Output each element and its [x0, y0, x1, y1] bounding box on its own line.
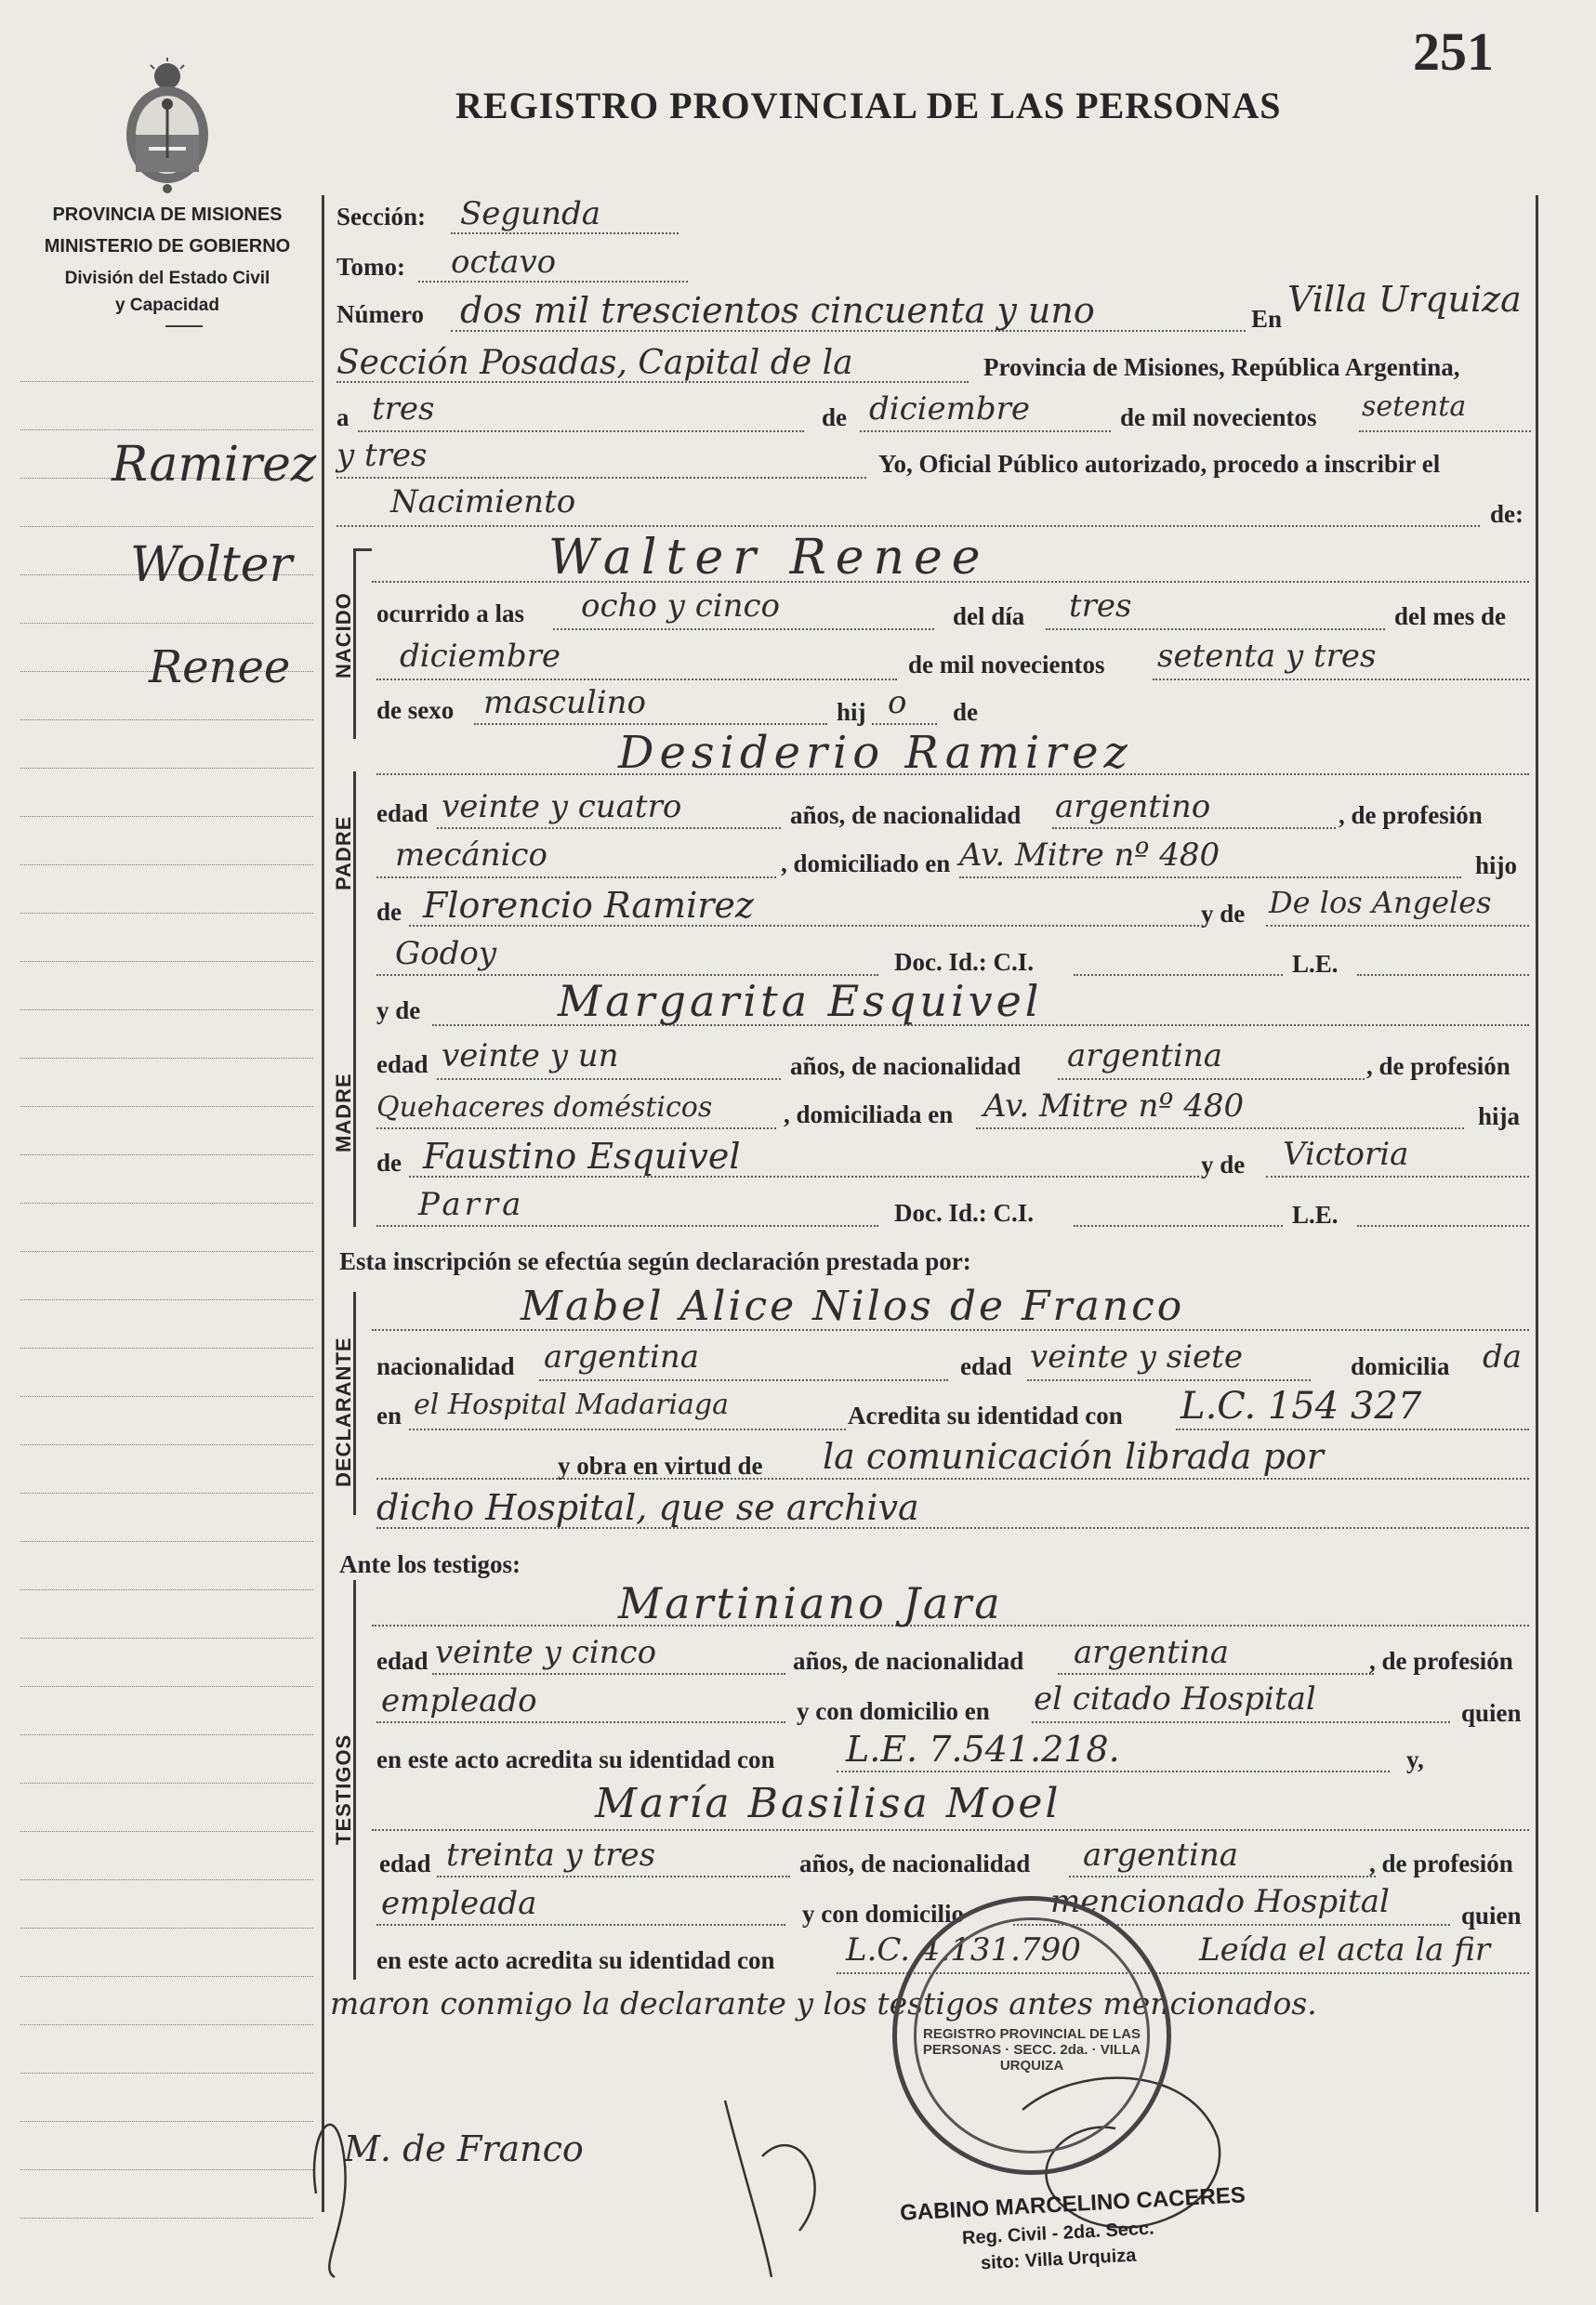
- page-title: REGISTRO PROVINCIAL DE LAS PERSONAS: [455, 85, 1282, 126]
- sidebar-rule-line: [20, 768, 313, 769]
- padre-name: Desiderio Ramirez: [618, 727, 1133, 779]
- padre-prof: mecánico: [395, 836, 547, 874]
- declarante-name: Mabel Alice Nilos de Franco: [521, 1283, 1185, 1330]
- year-label: de mil novecientos: [1120, 403, 1317, 431]
- declarante-dom: da: [1483, 1338, 1523, 1376]
- sidebar-rule-line: [20, 719, 313, 720]
- t1-edad-label: edad: [376, 1647, 429, 1675]
- t2-nac: argentina: [1083, 1837, 1239, 1874]
- hij-value: o: [888, 684, 907, 721]
- madre-prof: Quehaceres domésticos: [376, 1091, 713, 1124]
- declarante-nac-label: nacionalidad: [376, 1352, 515, 1380]
- nacido-year-value: setenta y tres: [1157, 638, 1377, 675]
- seccion-label: Sección:: [336, 203, 426, 230]
- sidebar-rule-line: [20, 1058, 313, 1059]
- mes-value: diciembre: [400, 638, 561, 675]
- t2-dom: mencionado Hospital: [1050, 1883, 1390, 1920]
- closing-text: maron conmigo la declarante y los testigos antes mencionados.: [330, 1985, 1317, 2022]
- t2-nac-label: años, de nacionalidad: [799, 1850, 1031, 1877]
- t1-nac: argentina: [1074, 1634, 1230, 1671]
- year-value2: y tres: [336, 437, 428, 474]
- right-border: [1536, 195, 1538, 2212]
- padre-de-label: de: [376, 898, 402, 926]
- sidebar-rule-line: [20, 1831, 313, 1832]
- nacido-name: Walter Renee: [548, 530, 990, 586]
- sidebar-rule-line: [20, 1928, 313, 1929]
- provincia-text: Provincia de Misiones, República Argentina,: [983, 353, 1460, 381]
- sidebar-rule-line: [20, 1348, 313, 1349]
- nacido-year-label: de mil novecientos: [908, 651, 1105, 678]
- t2-quien: quien: [1461, 1902, 1522, 1930]
- sidebar-rule-line: [20, 1638, 313, 1639]
- t2-name: María Basilisa Moel: [595, 1780, 1062, 1827]
- madre-hija-label: hija: [1478, 1102, 1521, 1130]
- t1-prof: empleado: [381, 1682, 537, 1719]
- sidebar-rule-line: [20, 381, 313, 382]
- month-value: diciembre: [869, 390, 1031, 428]
- sidebar-rule-line: [20, 2218, 313, 2219]
- t1-acredita: L.E. 7.541.218.: [846, 1729, 1120, 1770]
- t2-acredita: L.C. 4.131.790: [846, 1931, 1081, 1969]
- declarante-acredita-label: Acredita su identidad con: [848, 1402, 1123, 1429]
- t1-name: Martiniano Jara: [618, 1578, 1003, 1628]
- padre-edad-label: edad: [376, 799, 429, 827]
- sidebar-division: División del Estado Civil: [64, 269, 270, 288]
- sidebar-capacidad: y Capacidad: [115, 296, 219, 315]
- nacido-label: NACIDO: [332, 592, 355, 678]
- tomo-label: Tomo:: [336, 253, 406, 281]
- margin-surname: Ramirez: [112, 437, 317, 493]
- sidebar-rule-line: [20, 1203, 313, 1204]
- padre-prof-label: , de profesión: [1339, 801, 1483, 829]
- padre-hijo-label: hijo: [1475, 851, 1518, 879]
- sidebar-rule-line: [20, 1589, 313, 1590]
- madre-name: Margarita Esquivel: [558, 976, 1043, 1026]
- declarante-label: DECLARANTE: [332, 1337, 355, 1487]
- sidebar-rule-line: [20, 2024, 313, 2025]
- coat-of-arms-icon: [112, 56, 223, 195]
- testigos-label: TESTIGOS: [332, 1733, 355, 1845]
- sidebar-rule-line: [20, 1783, 313, 1784]
- padre-label: PADRE: [332, 815, 355, 890]
- t2-tail: Leída el acta la fir: [1199, 1931, 1491, 1969]
- sidebar-rule-line: [20, 1976, 313, 1977]
- padre-father: Florencio Ramirez: [423, 885, 754, 926]
- hora-value: ocho y cinco: [581, 587, 781, 625]
- t2-edad-label: edad: [379, 1850, 431, 1877]
- sidebar-rule-line: [20, 1106, 313, 1107]
- padre-mother: De los Angeles: [1269, 885, 1492, 920]
- declarante-obra-label: y obra en virtud de: [558, 1452, 763, 1480]
- padre-le-label: L.E.: [1292, 950, 1339, 978]
- nacido-bracket-top: [353, 548, 372, 551]
- signature-declarante: M. de Franco: [344, 2128, 584, 2169]
- del-dia-label: del día: [953, 602, 1025, 630]
- declarante-obra2: dicho Hospital, que se archiva: [376, 1487, 919, 1528]
- margin-name2: Renee: [149, 641, 291, 693]
- sidebar-rule-line: [20, 429, 313, 430]
- sidebar-rule-line: [20, 2121, 313, 2122]
- margin-name1: Wolter: [130, 537, 293, 593]
- sidebar-rule-line: [20, 1541, 313, 1542]
- madre-prof-label: , de profesión: [1366, 1052, 1510, 1080]
- sidebar-province: PROVINCIA DE MISIONES: [52, 204, 283, 225]
- a-label: a: [336, 403, 350, 431]
- official-line2: Reg. Civil - 2da. Secc.: [961, 2218, 1155, 2249]
- padre-y-de-label: y de: [1201, 900, 1246, 928]
- sidebar-rule-line: [20, 623, 313, 624]
- t1-edad: veinte y cinco: [435, 1634, 657, 1671]
- t1-nac-label: años, de nacionalidad: [793, 1647, 1024, 1675]
- sidebar-rule-line: [20, 1154, 313, 1155]
- t1-y: y,: [1406, 1745, 1424, 1773]
- official-name: GABINO MARCELINO CACERES: [899, 2182, 1246, 2226]
- padre-mother2: Godoy: [395, 935, 497, 972]
- sidebar-rule-line: [20, 1686, 313, 1687]
- sidebar-rule-line: [20, 961, 313, 962]
- padre-dom: Av. Mitre nº 480: [959, 836, 1220, 874]
- sidebar-rule-line: [20, 1444, 313, 1445]
- del-mes-label: del mes de: [1394, 602, 1506, 630]
- numero-value: dos mil trescientos cincuenta y uno: [460, 290, 1095, 331]
- madre-mother2: Parra: [418, 1186, 525, 1223]
- tomo-value: octavo: [451, 244, 557, 281]
- sidebar-rule-line: [20, 526, 313, 527]
- t1-prof-label: , de profesión: [1369, 1647, 1513, 1675]
- t2-dom-label: y con domicilio: [802, 1900, 964, 1928]
- declarante-dom-label: domicilia: [1351, 1352, 1450, 1380]
- sexo-value: masculino: [483, 684, 647, 721]
- en-value: Villa Urquiza: [1287, 279, 1522, 320]
- sidebar-rule-line: [20, 1299, 313, 1300]
- declarante-obra: la comunicación librada por: [823, 1436, 1324, 1477]
- madre-nac-label: años, de nacionalidad: [790, 1052, 1022, 1080]
- madre-le-label: L.E.: [1292, 1201, 1339, 1229]
- t1-dom-label: y con domicilio en: [797, 1697, 990, 1725]
- declarante-nac: argentina: [544, 1338, 700, 1376]
- testigos-intro: Ante los testigos:: [339, 1550, 521, 1578]
- declarante-acredita: L.C. 154 327: [1181, 1385, 1422, 1428]
- sidebar-rule-line: [20, 1493, 313, 1494]
- declarante-en-label: en: [376, 1402, 402, 1429]
- t1-quien: quien: [1461, 1699, 1522, 1727]
- sidebar-underline: [165, 325, 203, 327]
- seccion-value: Segunda: [460, 195, 601, 232]
- sidebar-rule-line: [20, 1251, 313, 1252]
- oficial-text: Yo, Oficial Público autorizado, procedo a inscribir el: [878, 450, 1441, 478]
- en-label: En: [1251, 305, 1283, 333]
- madre-edad: veinte y un: [442, 1037, 619, 1074]
- madre-dom: Av. Mitre nº 480: [983, 1087, 1245, 1125]
- place-value: Sección Posadas, Capital de la: [336, 344, 853, 382]
- de-label: de: [822, 403, 847, 431]
- madre-dom-label: , domiciliada en: [784, 1100, 954, 1128]
- signature-strokes: [279, 2045, 1394, 2305]
- madre-mother: Victoria: [1283, 1136, 1409, 1173]
- padre-nac-label: años, de nacionalidad: [790, 801, 1022, 829]
- madre-y-de-label: y de: [376, 996, 421, 1024]
- padre-nac: argentino: [1055, 788, 1211, 825]
- sidebar-rule-line: [20, 913, 313, 914]
- acto-value: Nacimiento: [390, 483, 576, 520]
- t2-prof: empleada: [381, 1885, 537, 1922]
- madre-nac: argentina: [1067, 1037, 1223, 1074]
- sidebar-rule-line: [20, 2169, 313, 2170]
- sidebar-rule-line: [20, 2073, 313, 2074]
- padre-dom-label: , domiciliado en: [781, 850, 951, 877]
- t2-acredita-label: en este acto acredita su identidad con: [376, 1946, 775, 1974]
- madre-label: MADRE: [332, 1073, 355, 1152]
- declarante-intro: Esta inscripción se efectúa según declaración prestada por:: [339, 1247, 971, 1275]
- nacido-de-label: de: [953, 698, 978, 726]
- sidebar-rule-line: [20, 1396, 313, 1397]
- page-number: 251: [1413, 21, 1494, 82]
- madre-doc-label: Doc. Id.: C.I.: [894, 1199, 1035, 1227]
- sidebar-rule-line: [20, 1734, 313, 1735]
- padre-doc-label: Doc. Id.: C.I.: [894, 948, 1035, 976]
- numero-label: Número: [336, 300, 424, 328]
- declarante-en: el Hospital Madariaga: [414, 1389, 729, 1421]
- dia-value: tres: [1069, 587, 1132, 625]
- t2-prof-label: , de profesión: [1369, 1850, 1513, 1877]
- official-line3: sito: Villa Urquiza: [980, 2245, 1137, 2274]
- sidebar-rule-line: [20, 816, 313, 817]
- t2-edad: treinta y tres: [446, 1837, 656, 1874]
- sexo-label: de sexo: [376, 696, 455, 724]
- sidebar-rule-line: [20, 1009, 313, 1010]
- madre-y-de2-label: y de: [1201, 1151, 1246, 1179]
- official-stamp: [892, 1896, 1171, 2175]
- de-end: de:: [1490, 500, 1523, 528]
- hij-label: hij: [837, 698, 866, 726]
- madre-edad-label: edad: [376, 1050, 429, 1078]
- madre-father: Faustino Esquivel: [423, 1136, 741, 1177]
- t1-acredita-label: en este acto acredita su identidad con: [376, 1745, 775, 1773]
- sidebar-rule-line: [20, 864, 313, 865]
- sidebar-rule-line: [20, 1879, 313, 1880]
- padre-edad: veinte y cuatro: [442, 788, 682, 825]
- t1-dom: el citado Hospital: [1034, 1680, 1316, 1718]
- sidebar-ministry: MINISTERIO DE GOBIERNO: [44, 236, 291, 257]
- ocurrido-label: ocurrido a las: [376, 599, 524, 627]
- madre-de-label: de: [376, 1149, 402, 1177]
- declarante-edad-label: edad: [960, 1352, 1012, 1380]
- a-value: tres: [372, 390, 435, 428]
- sidebar-divider: [322, 195, 324, 2212]
- stamp-text: REGISTRO PROVINCIAL DE LAS PERSONAS · SECC. 2da. · VILLA URQUIZA: [922, 2026, 1141, 2074]
- year-value: setenta: [1362, 390, 1467, 423]
- declarante-edad: veinte y siete: [1030, 1338, 1243, 1376]
